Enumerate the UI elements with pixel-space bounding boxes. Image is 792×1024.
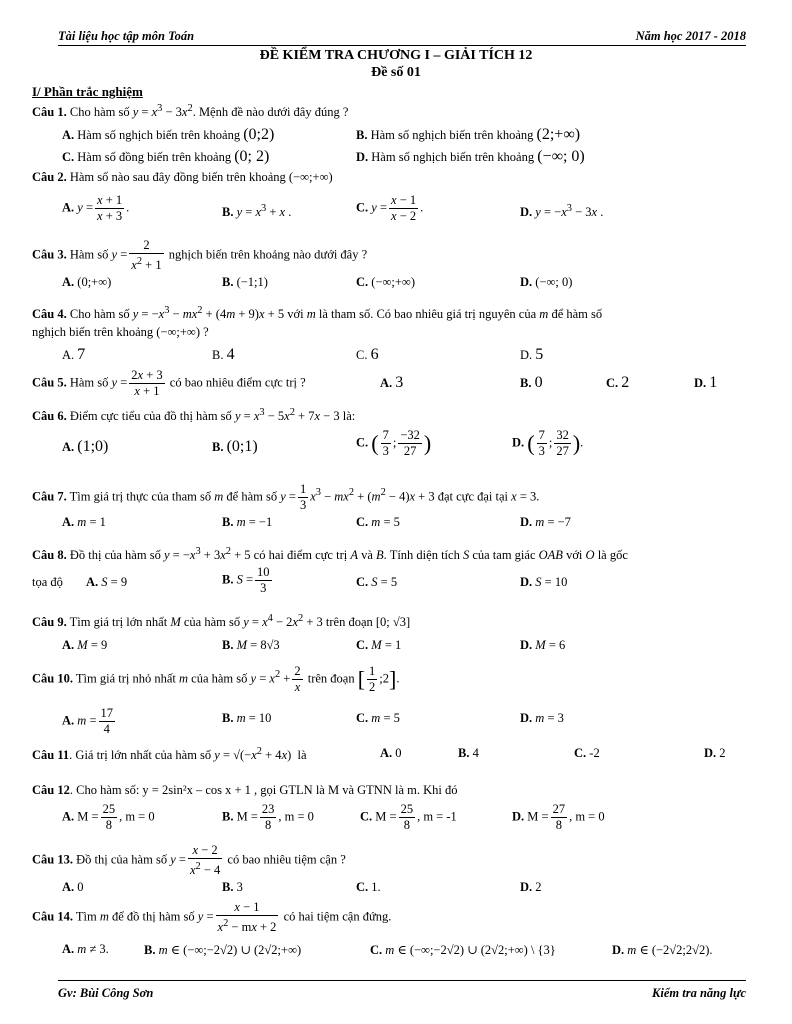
q4-option-c[interactable]: C. 6 [356,346,379,363]
question-14: Câu 14. Tìm m để đồ thị hàm số y = $\frac{x - 1}{x^2 - mx + 2}$ có hai tiệm cận đứng. [32,900,392,935]
page-header [58,29,746,45]
q12-option-d[interactable]: D. M = $\frac{27}{8}$ , m = 0 [512,802,605,832]
question-8-line2: tọa độ [32,575,63,589]
q12-option-a[interactable]: A. M = $\frac{25}{8}$ , m = 0 [62,802,155,832]
question-1: Câu 1. Cho hàm số $y = x^3 - 3x^2$. Mệnh đề nào dưới đây đúng ? [32,103,349,120]
header-rule [58,45,746,46]
q2-option-d[interactable]: D. $y = -x^3 - 3x$ . [520,203,604,220]
footer-right: Kiểm tra năng lực [652,986,746,1000]
question-8: Câu 8. Đồ thị của hàm số $y = -x^3 + 3x^2 + 5$ có hai điểm cực trị A và B. Tính diện tích S của tam giác OAB với O là gốc [32,546,628,563]
question-4-line2: nghịch biến trên khoảng (−∞;+∞) ? [32,325,209,339]
q3-option-d[interactable]: D. (−∞; 0) [520,275,573,289]
footer-left: Gv: Bùi Công Sơn [58,986,154,1000]
header-left: Tài liệu học tập môn Toán [58,29,195,43]
q11-option-c[interactable]: C. -2 [574,746,600,760]
q4-option-b[interactable]: B. 4 [212,346,235,363]
question-13: Câu 13. Đồ thị của hàm số y = $\frac{x - 2}{x^2 - 4}$ có bao nhiêu tiệm cận ? [32,843,346,878]
q9-option-a[interactable]: A. M = 9 [62,638,108,652]
q6-option-c[interactable]: C. ( $\frac{7}{3}$ ; $\frac{-32}{27}$ ) [356,428,432,458]
question-9: Câu 9. Tìm giá trị lớn nhất M của hàm số $y = x^4 - 2x^2 + 3$ trên đoạn [0; √3] [32,613,411,630]
q10-option-b[interactable]: B. m = 10 [222,711,272,725]
q6-option-b[interactable]: B. (0;1) [212,438,258,455]
q8-option-d[interactable]: D. S = 10 [520,575,568,589]
question-10: Câu 10. Tìm giá trị nhỏ nhất m của hàm số $y = x^2$ + $\frac{2}{x}$ trên đoạn [ $\frac{1}{2}$ ;2]. [32,664,400,694]
q10-option-d[interactable]: D. m = 3 [520,711,564,725]
q14-option-a[interactable]: A. m ≠ 3. [62,942,109,956]
q14-option-c[interactable]: C. m ∈ (−∞;−2√2) ∪ (2√2;+∞) \ {3} [370,943,556,957]
q7-option-a[interactable]: A. m = 1 [62,515,106,529]
question-12: Câu 12. Cho hàm số: y = 2sin²x – cos x + 1 , gọi GTLN là M và GTNN là m. Khi đó [32,783,458,797]
q4-option-a[interactable]: A. 7 [62,346,86,363]
q11-option-d[interactable]: D. 2 [704,746,726,760]
q5-option-a[interactable]: A. 3 [380,374,404,391]
q1-option-a[interactable]: A. Hàm số nghịch biến trên khoảng (0;2) [62,126,275,143]
q8-option-a[interactable]: A. S = 9 [86,575,128,589]
question-4: Câu 4. Cho hàm số $y = -x^3 - mx^2 + (4m + 9)x + 5$ với m là tham số. Có bao nhiêu giá trị nguyên của m để hàm số [32,305,603,322]
q13-option-b[interactable]: B. 3 [222,880,243,894]
q7-option-c[interactable]: C. m = 5 [356,515,400,529]
q5-option-b[interactable]: B. 0 [520,374,543,391]
q12-option-c[interactable]: C. M = $\frac{25}{8}$ , m = -1 [360,802,457,832]
question-2: Câu 2. Hàm số nào sau đây đồng biến trên khoảng (−∞;+∞) [32,170,333,184]
q12-option-b[interactable]: B. M = $\frac{23}{8}$ , m = 0 [222,802,314,832]
q3-option-b[interactable]: B. (−1;1) [222,275,268,289]
q9-option-b[interactable]: B. M = 8√3 [222,638,280,652]
q6-option-a[interactable]: A. (1;0) [62,438,109,455]
q13-option-d[interactable]: D. 2 [520,880,542,894]
q3-option-c[interactable]: C. (−∞;+∞) [356,275,416,289]
section-heading: I/ Phần trắc nghiệm [32,84,143,99]
q5-option-d[interactable]: D. 1 [694,374,718,391]
q1-option-b[interactable]: B. Hàm số nghịch biến trên khoảng (2;+∞) [356,126,581,143]
header-right: Năm học 2017 - 2018 [635,29,746,43]
question-11: Câu 11. Giá trị lớn nhất của hàm số $y = √(-x^2 + 4x)$ là [32,746,307,763]
q13-option-a[interactable]: A. 0 [62,880,84,894]
question-6: Câu 6. Điểm cực tiểu của đồ thị hàm số $y = x^3 - 5x^2 + 7x - 3$ là: [32,407,356,424]
q7-option-b[interactable]: B. m = −1 [222,515,273,529]
q7-option-d[interactable]: D. m = −7 [520,515,571,529]
q8-option-c[interactable]: C. S = 5 [356,575,398,589]
page-title: ĐỀ KIỂM TRA CHƯƠNG I – GIẢI TÍCH 12 [259,48,533,63]
page-footer [58,986,746,1002]
question-5: Câu 5. Hàm số y = $\frac{2x + 3}{x + 1}$ có bao nhiêu điểm cực trị ? [32,368,306,398]
q2-option-c[interactable]: C. y = $\frac{x - 1}{x - 2}$ . [356,193,424,223]
q14-option-d[interactable]: D. m ∈ (−2√2;2√2). [612,943,713,957]
q1-option-d[interactable]: D. Hàm số nghịch biến trên khoảng (−∞; 0) [356,148,585,165]
q2-option-a[interactable]: A. y = $\frac{x + 1}{x + 3}$ . [62,193,130,223]
q4-option-d[interactable]: D. 5 [520,346,544,363]
q11-option-a[interactable]: A. 0 [380,746,402,760]
q8-option-b[interactable]: B. S = $\frac{10}{3}$ [222,565,270,595]
q2-option-b[interactable]: B. $y = x^3 + x$ . [222,203,292,220]
question-7: Câu 7. Tìm giá trị thực của tham số m để hàm số y = $\frac{1}{3}$ $x^3 - mx^2 + (m^2 - 4)x + 3$ đạt cực đại tại x = 3. [32,482,540,512]
q5-option-c[interactable]: C. 2 [606,374,630,391]
page-subtitle: Đề số 01 [371,65,421,80]
q13-option-c[interactable]: C. 1. [356,880,381,894]
q9-option-c[interactable]: C. M = 1 [356,638,402,652]
q3-option-a[interactable]: A. (0;+∞) [62,275,112,289]
q10-option-c[interactable]: C. m = 5 [356,711,400,725]
q1-option-c[interactable]: C. Hàm số đồng biến trên khoảng (0; 2) [62,148,270,165]
q10-option-a[interactable]: A. m = $\frac{17}{4}$ [62,706,113,736]
footer-rule [58,980,746,981]
q9-option-d[interactable]: D. M = 6 [520,638,566,652]
q11-option-b[interactable]: B. 4 [458,746,479,760]
question-3: Câu 3. Hàm số y = $\frac{2}{x^2 + 1}$ nghịch biến trên khoảng nào dưới đây ? [32,238,368,273]
q6-option-d[interactable]: D. ( $\frac{7}{3}$ ; $\frac{32}{27}$ ). [512,428,584,458]
q14-option-b[interactable]: B. m ∈ (−∞;−2√2) ∪ (2√2;+∞) [144,943,302,957]
